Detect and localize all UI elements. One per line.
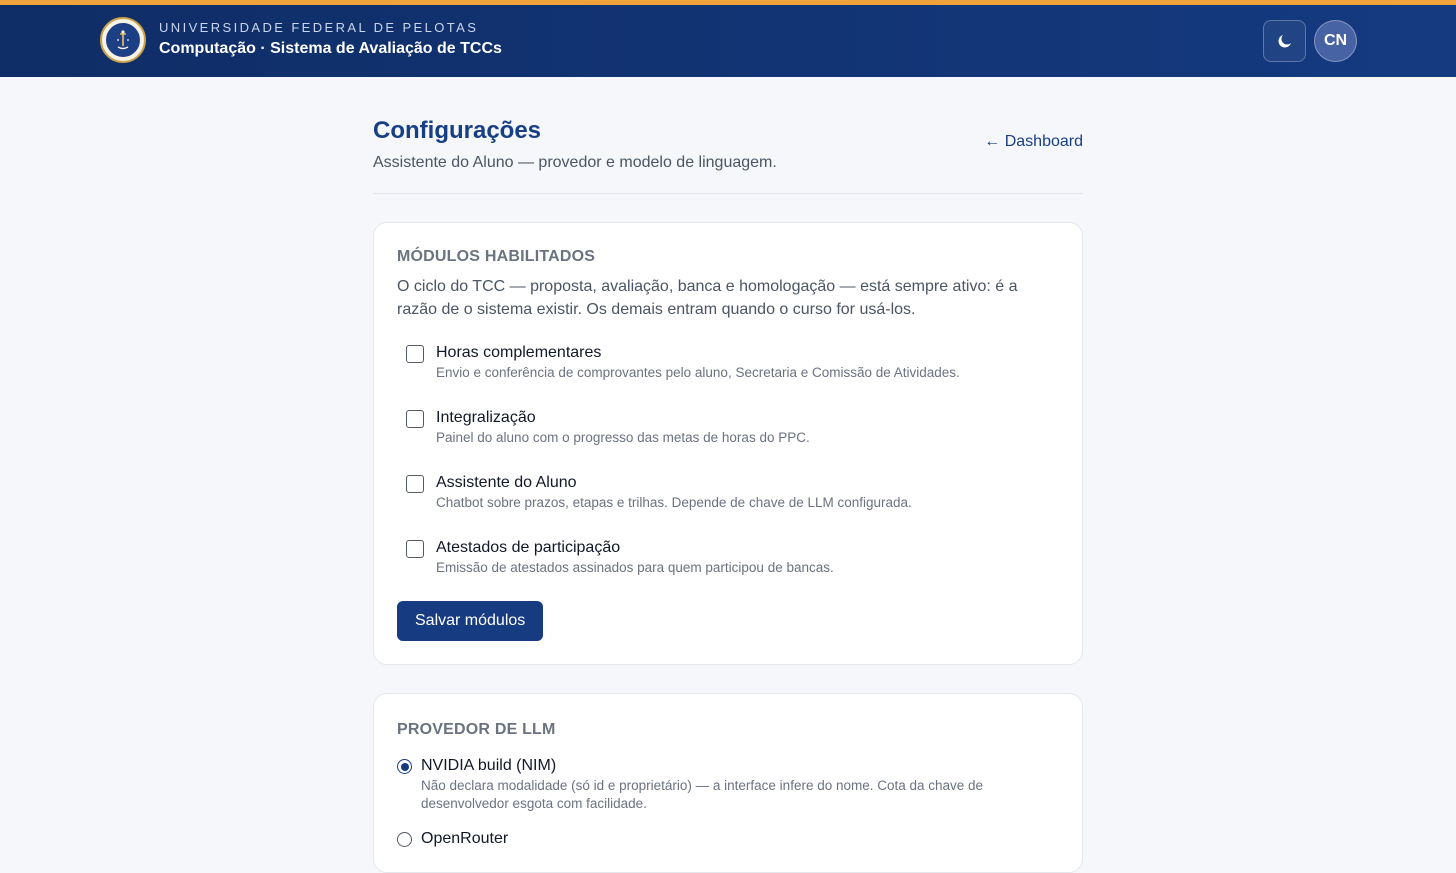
main-content [373,77,1083,873]
theme-toggle-button[interactable] [1263,20,1306,62]
modules-card-description: O ciclo do TCC — proposta, avaliação, banca e homologação — está sempre ativo: é a razão de o sistema existir. Os demais entram quando o curso for usá-los. [397,278,1018,318]
module-checkbox[interactable] [406,475,424,493]
provider-radio[interactable] [397,832,412,847]
provider-name: NVIDIA build (NIM) [421,757,557,774]
module-description: Envio e conferência de comprovantes pelo aluno, Secretaria e Comissão de Atividades. [436,365,960,380]
provider-radio-selected[interactable] [397,759,412,774]
module-name: Atestados de participação [436,539,621,556]
page-subtitle: Assistente do Aluno — provedor e modelo de linguagem. [373,154,777,171]
app-title: Computação · Sistema de Avaliação de TCCs [159,40,502,57]
save-modules-button[interactable]: Salvar módulos [397,601,543,641]
modules-card-title: MÓDULOS HABILITADOS [397,248,596,265]
page-title: Configurações [373,117,542,144]
module-description: Emissão de atestados assinados para quem participou de bancas. [436,560,834,575]
top-bar [0,0,1456,77]
module-checkbox[interactable] [406,345,424,363]
provider-option-openrouter[interactable] [397,829,1059,849]
llm-card-title: PROVEDOR DE LLM [397,721,556,738]
llm-provider-card [373,693,1083,873]
university-name: UNIVERSIDADE FEDERAL DE PELOTAS [159,20,479,35]
module-checkbox[interactable] [406,540,424,558]
user-avatar[interactable]: CN [1314,20,1357,62]
university-seal-icon [100,17,146,63]
moon-icon [1276,32,1294,50]
module-description: Chatbot sobre prazos, etapas e trilhas. Depende de chave de LLM configurada. [436,495,912,510]
modules-card [373,222,1083,665]
module-atestados[interactable] [397,538,1059,577]
provider-name: OpenRouter [421,830,509,847]
module-name: Assistente do Aluno [436,474,577,491]
module-name: Horas complementares [436,344,602,361]
module-assistente-do-aluno[interactable] [397,473,1059,512]
module-integralizacao[interactable] [397,408,1059,447]
module-description: Painel do aluno com o progresso das metas de horas do PPC. [436,430,810,445]
brand[interactable] [100,17,502,63]
page-header [373,117,1083,194]
module-checkbox[interactable] [406,410,424,428]
module-horas-complementares[interactable] [397,343,1059,382]
module-name: Integralização [436,409,536,426]
back-to-dashboard-link[interactable]: ← Dashboard [984,133,1083,150]
provider-description: Não declara modalidade (só id e proprietário) — a interface infere do nome. Cota da chave de desenvolvedor esgota com facilidade. [421,778,984,811]
provider-option-nvidia[interactable] [397,756,1059,813]
